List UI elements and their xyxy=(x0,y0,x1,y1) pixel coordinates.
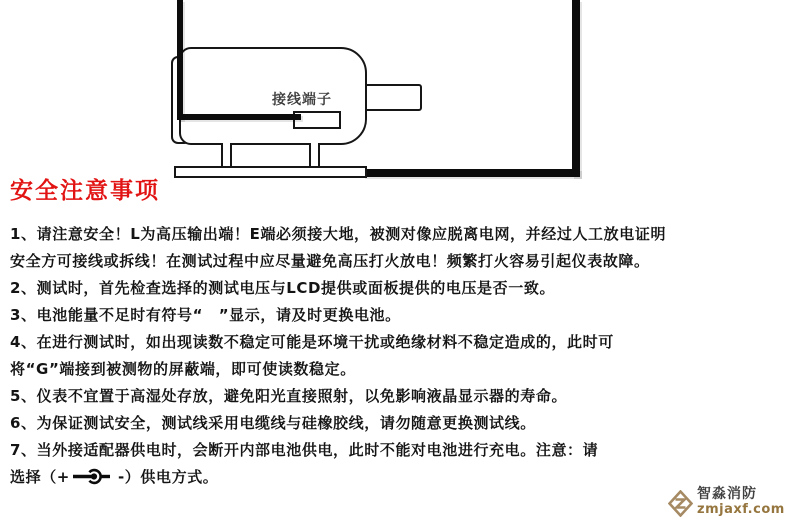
note-3: 3、电池能量不足时有符号“ ”显示，请及时更换电池。 xyxy=(10,306,401,324)
note-7-line-1: 7、当外接适配器供电时，会断开内部电池供电，此时不能对电池进行充电。注意：请 xyxy=(10,441,599,459)
watermark-domain: zmjaxf.com xyxy=(697,502,785,517)
safety-section xyxy=(10,172,782,491)
note-4-line-1: 4、在进行测试时，如出现读数不稳定可能是环境干扰或绝缘材料不稳定造成的，此时可 xyxy=(10,333,614,351)
site-watermark xyxy=(668,487,785,517)
motor-test-diagram xyxy=(0,0,790,200)
note-1-line-2: 安全方可接线或拆线！在测试过程中应尽量避免高压打火放电！频繁打火容易引起仪表故障。 xyxy=(10,252,650,270)
watermark-texts xyxy=(697,487,785,516)
note-1-line-1: 1、请注意安全！L为高压输出端！E端必须接大地，被测对像应脱离电网，并经过人工放电证明 xyxy=(10,225,667,243)
note-7-line-2-after: -）供电方式。 xyxy=(117,468,219,486)
motor-foot-left xyxy=(221,143,232,168)
note-7-line-2-before: 选择（+ xyxy=(10,468,70,486)
note-4-line-2: 将“G”端接到被测物的屏蔽端，即可使读数稳定。 xyxy=(10,360,356,378)
watermark-brand: 智淼消防 xyxy=(697,486,757,502)
motor-shaft xyxy=(362,84,422,111)
terminal-label: 接线端子 xyxy=(272,92,332,108)
note-2: 2、测试时，首先检查选择的测试电压与LCD提供或面板提供的电压是否一致。 xyxy=(10,279,556,297)
dc-polarity-icon xyxy=(72,467,116,486)
hv-lead-vertical xyxy=(177,0,183,120)
zhimiao-logo-icon xyxy=(668,490,693,517)
hv-lead-horizontal xyxy=(177,114,301,120)
note-6: 6、为保证测试安全，测试线采用电缆线与硅橡胶线，请勿随意更换测试线。 xyxy=(10,414,536,432)
note-5: 5、仪表不宜置于高湿处存放，避免阳光直接照射，以免影响液晶显示器的寿命。 xyxy=(10,387,568,405)
ground-lead-vertical xyxy=(572,0,580,177)
note-7-line-2 xyxy=(10,464,782,491)
motor-foot-right xyxy=(309,143,320,168)
page-title: 安全注意事项 xyxy=(10,178,160,204)
